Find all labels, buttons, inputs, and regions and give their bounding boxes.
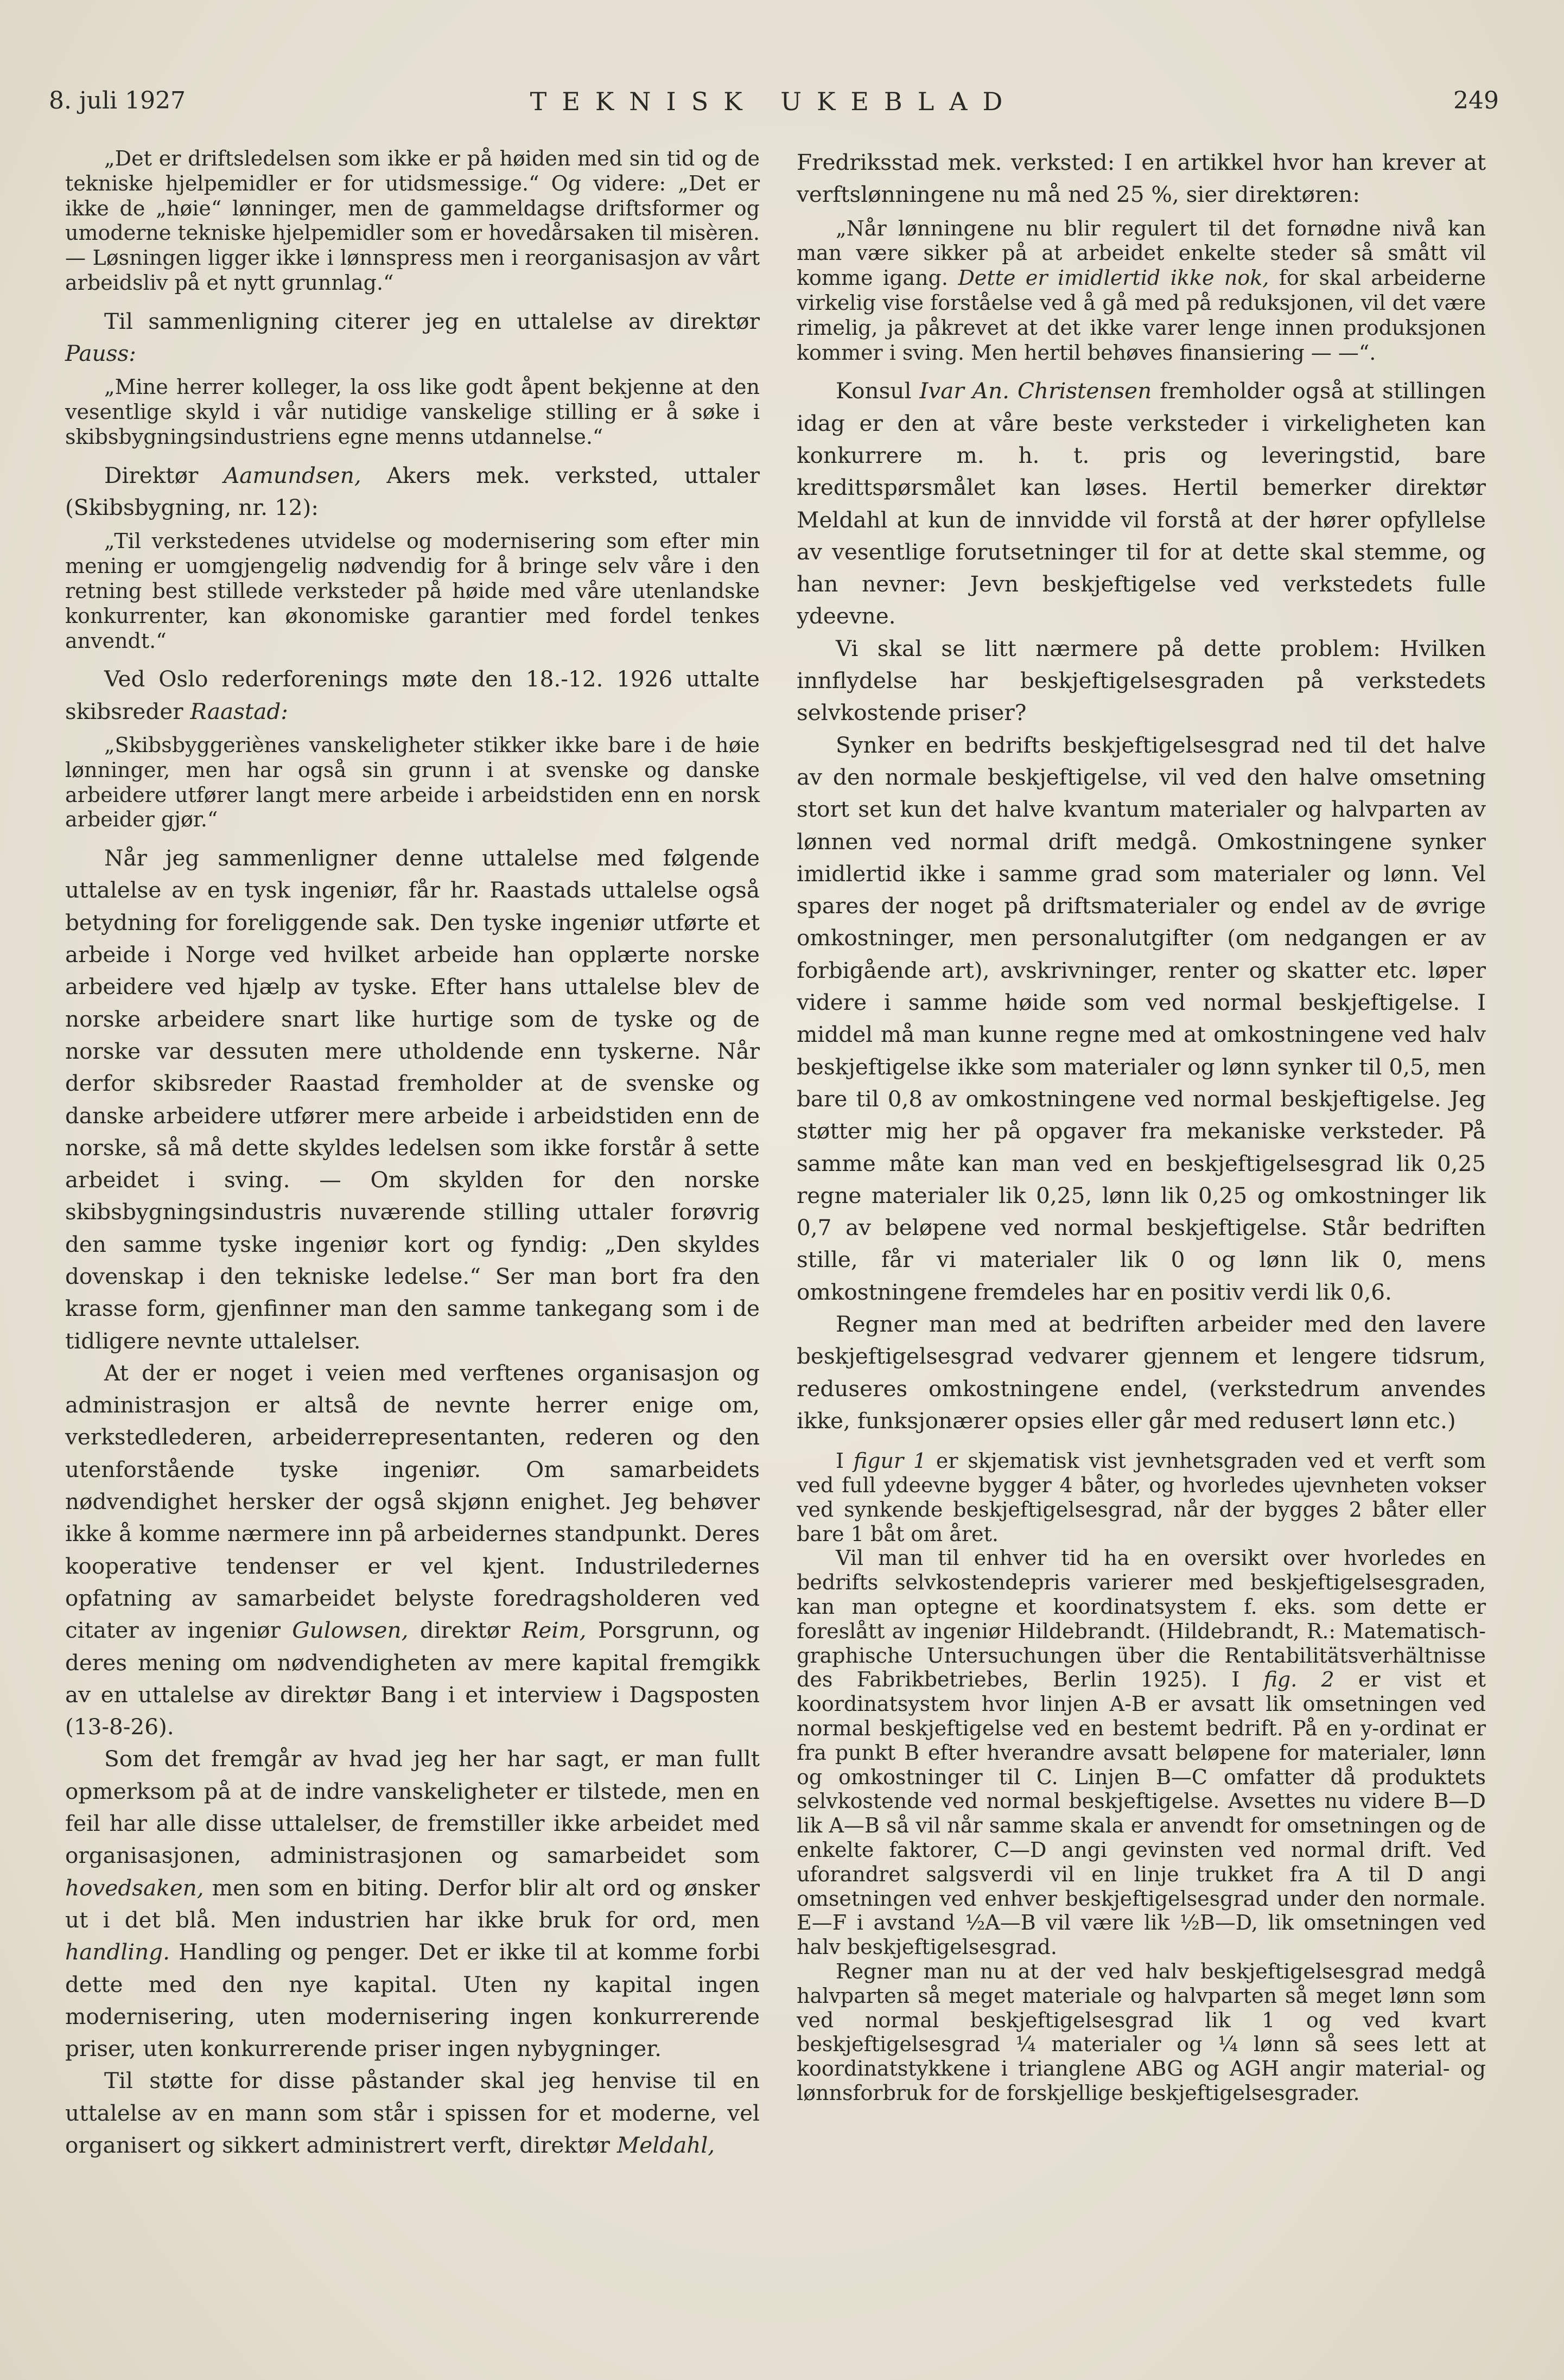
quote-paragraph: „Det er driftsledelsen som ikke er på høiden med sin tid og de tekniske hjelpemidler er for utidsmessige.“ Og videre: „Det er ikke de „høie“ lønninger, men de gammeldagse driftsformer og umoderne tekniske hjelpemidler som er hovedårsaken til misèren. — Løsningen ligger ikke i lønnspress men i reorganisasjon av vårt arbeidsliv på et nytt grunnlag.“ — [65, 147, 760, 295]
emphasis: hovedsaken, — [65, 1874, 204, 1901]
paragraph: Konsul Ivar An. Christensen fremholder også at stillingen idag er den at våre beste verksteder i virkeligheten kan konkurrere m. h. t. pris og leveringstid, bare kredittspørsmålet kan løses. Hertil bemerker direktør Meldahl at kun de innvidde vil forstå at der hører opfyllelse av vesentlige forutsetninger til for at dette skal stemme, og han nevner: Jevn beskjeftigelse ved verkstedets fulle ydeevne. — [797, 378, 1486, 629]
paragraph: Som det fremgår av hvad jeg her har sagt, er man fullt opmerksom på at de indre vanskeligheter er tilstede, men en feil har alle disse uttalelser, de fremstiller ikke arbeidet med organisasjonen, administrasjonen og samarbeidet som hovedsaken, men som en biting. Derfor blir alt ord og ønsker ut i det blå. Men industrien har ikke bruk for ord, men handling. Handling og penger. Det er ikke til at komme forbi dette med den nye kapital. Uten ny kapital ingen modernisering, uten modernisering ingen konkurrerende priser, uten konkurrerende priser ingen nybygninger. — [65, 1746, 760, 2062]
person-name: Reim, — [522, 1617, 587, 1644]
paragraph: Vi skal se litt nærmere på dette problem: Hvilken innflydelse har beskjeftigelsesgraden på verkstedets selvkostende priser? — [797, 635, 1486, 726]
emphasis: Dette er imidlertid ikke nok, — [958, 266, 1269, 290]
person-name: Meldahl, — [616, 2132, 715, 2158]
right-column — [797, 147, 1486, 2105]
left-column — [65, 147, 760, 2161]
paragraph: Direktør Aamundsen, Akers mek. verksted, uttaler (Skibsbygning, nr. 12): — [65, 462, 760, 521]
paragraph: Ved Oslo rederforenings møte den 18.-12. 1926 uttalte skibsreder Raastad: — [65, 666, 760, 724]
paragraph: Regner man nu at der ved halv beskjeftigelsesgrad medgå halvparten så meget materiale og halvparten så meget lønn som ved normal beskjeftigelsesgrad lik 1 og ved kvart beskjeftigelsesgrad ¼ materialer og ¼ lønn så sees lett at koordinatstykkene i trianglene ABG og AGH angir material- og lønnsforbruk for de forskjellige beskjeftigelsesgrader. — [797, 1959, 1486, 2105]
person-name: Ivar An. Christensen — [919, 378, 1152, 404]
paragraph: At der er noget i veien med verftenes organisasjon og administrasjon er altså de nevnte herrer enige om, verkstedlederen, arbeiderrepresentanten, rederen og den utenforstående tyske ingeniør. Om samarbeidets nødvendighet hersker der også skjønn enighet. Jeg behøver ikke å komme nærmere inn på arbeidernes standpunkt. Deres kooperative tendenser er vel kjent. Industriledernes opfatning av samarbeidet belyste foredragsholderen ved citater av ingeniør Gulowsen, direktør Reim, Porsgrunn, og deres mening om nødvendigheten av mere kapital fremgikk av en uttalelse av direktør Bang i et interview i Dagsposten (13-8-26). — [65, 1359, 760, 1740]
emphasis: handling. — [65, 1939, 170, 1965]
person-name: Raastad: — [190, 698, 288, 724]
quote-paragraph: „Når lønningene nu blir regulert til det fornødne nivå kan man være sikker på at arbeidet enkelte steder så smått vil komme igang. Dette er imidlertid ikke nok, for skal arbeiderne virkelig vise forståelse ved å gå med på reduksjonen, vil det være rimelig, ja påkrevet at det ikke varer lenge innen produksjonen kommer i sving. Men hertil behøves finansiering — —“. — [797, 216, 1486, 365]
paragraph: Til sammenligning citerer jeg en uttalelse av direktør Pauss: — [65, 308, 760, 367]
person-name: Gulowsen, — [292, 1617, 409, 1644]
journal-title: TEKNISK UKEBLAD — [530, 87, 1018, 116]
paragraph: Vil man til enhver tid ha en oversikt over hvorledes en bedrifts selvkostendepris varierer med beskjeftigelsesgraden, kan man optegne et koordinatsystem f. eks. som dette er foreslått av ingeniør Hildebrandt. (Hildebrandt, R.: Matematisch-graphische Untersuchungen über die Rentabilitätsverhältnisse des Fabrikbetriebes, Berlin 1925). I fig. 2 er vist et koordinatsystem hvor linjen A-B er avsatt lik omsetningen ved normal beskjeftigelse ved en bestemt bedrift. På en y-ordinat er fra punkt B efter hverandre avsatt beløpene for materialer, lønn og omkostninger til C. Linjen B—C omfatter då produktets selvkostende ved normal beskjeftigelse. Avsettes nu videre B—D lik A—B så vil når samme skala er anvendt for omsetningen og de enkelte faktorer, C—D angi gevinsten ved normal drift. Ved uforandret salgsverdi vil en linje trukket fra A til D angi omsetningen ved enhver beskjeftigelsesgrad under den normale. E—F i avstand ½A—B vil være lik ½B—D, lik omsetningen ved halv beskjeftigelsesgrad. — [797, 1546, 1486, 1959]
paragraph: Regner man med at bedriften arbeider med den lavere beskjeftigelsesgrad vedvarer gjennem et lengere tidsrum, reduseres omkostningene endel, (verkstedrum anvendes ikke, funksjonærer opsies eller går med redusert lønn etc.) — [797, 1310, 1486, 1434]
quote-paragraph: „Skibsbyggeriènes vanskeligheter stikker ikke bare i de høie lønninger, men har også sin grunn i at svenske og danske arbeidere utfører langt mere arbeide i arbeidstiden enn en norsk arbeider gjør.“ — [65, 733, 760, 832]
paragraph: Synker en bedrifts beskjeftigelsesgrad ned til det halve av den normale beskjeftigelse, vil ved den halve omsetning stort set kun det halve kvantum materialer og halvparten av lønnen ved normal drift medgå. Omkostningene synker imidlertid ikke i samme grad som materialer og lønn. Vel spares der noget på driftsmaterialer og endel av de øvrige omkostninger, men personalutgifter (om nedgangen er av forbigående art), avskrivninger, renter og skatter etc. løper videre i samme høide som ved normal beskjeftigelse. I middel må man kunne regne med at omkostningene ved halv beskjeftigelse ikke som materialer og lønn synker til 0,5, men bare til 0,8 av omkostningene ved normal beskjeftigelse. Jeg støtter mig her på opgaver fra mekaniske verksteder. På samme måte kan man ved en beskjeftigelsesgrad lik 0,25 regne materialer lik 0,25, lønn lik 0,25 og omkostninger lik 0,7 av beløpene ved normal beskjeftigelse. Står bedriften stille, får vi materialer lik 0 og lønn lik 0, mens omkostningene fremdeles har en positiv verdi lik 0,6. — [797, 731, 1486, 1305]
paragraph: Når jeg sammenligner denne uttalelse med følgende uttalelse av en tysk ingeniør, får hr. Raastads uttalelse også betydning for foreliggende sak. Den tyske ingeniør utførte et arbeide i Norge ved hvilket arbeide han opplærte norske arbeidere ved hjælp av tyske. Efter hans uttalelse blev de norske arbeidere snart like hurtige som de tyske og de norske var dessuten mere utholdende enn tyskerne. Når derfor skibsreder Raastad fremholder at de svenske og danske arbeidere utfører mere arbeide i arbeidstiden enn de norske, så må dette skyldes ledelsen som ikke forstår å sette arbeidet i sving. — Om skylden for den norske skibsbygningsindustris nuværende stilling uttaler forøvrig den samme tyske ingeniør kort og fyndig: „Den skyldes dovenskap i den tekniske ledelse.“ Ser man bort fra den krasse form, gjenfinner man den samme tankegang som i de tidligere nevnte uttalelser. — [65, 845, 760, 1354]
figure-reference: fig. 2 — [1263, 1668, 1334, 1692]
page-header — [49, 87, 1499, 125]
paragraph: Fredriksstad mek. verksted: I en artikkel hvor han krever at verftslønningene nu må ned 25 %, sier direktøren: — [797, 149, 1486, 208]
person-name: Pauss: — [65, 340, 136, 367]
quote-paragraph: „Mine herrer kolleger, la oss like godt åpent bekjenne at den vesentlige skyld i vår nutidige vanskelige stilling er å søke i skibsbygningsindustriens egne menns utdannelse.“ — [65, 375, 760, 449]
quote-paragraph: „Til verkstedenes utvidelse og modernisering som efter min mening er uomgjengelig nødvendig for å bringe selv våre i den retning best stillede verksteder på høide med våre utenlandske konkurrenter, kan økonomiske garantier med fordel tenkes anvendt.“ — [65, 529, 760, 653]
paragraph: Til støtte for disse påstander skal jeg henvise til en uttalelse av en mann som står i spissen for et moderne, vel organisert og sikkert administrert verft, direktør Meldahl, — [65, 2067, 760, 2158]
issue-date: 8. juli 1927 — [49, 87, 186, 114]
paragraph: I figur 1 er skjematisk vist jevnhetsgraden ved et verft som ved full ydeevne bygger 4 båter, og hvorledes ujevnheten vokser ved synkende beskjeftigelsesgrad, når der bygges 2 båter eller bare 1 båt om året. — [797, 1449, 1486, 1546]
page-number: 249 — [1453, 87, 1499, 114]
person-name: Aamundsen, — [224, 462, 361, 488]
figure-reference: figur 1 — [853, 1449, 927, 1473]
